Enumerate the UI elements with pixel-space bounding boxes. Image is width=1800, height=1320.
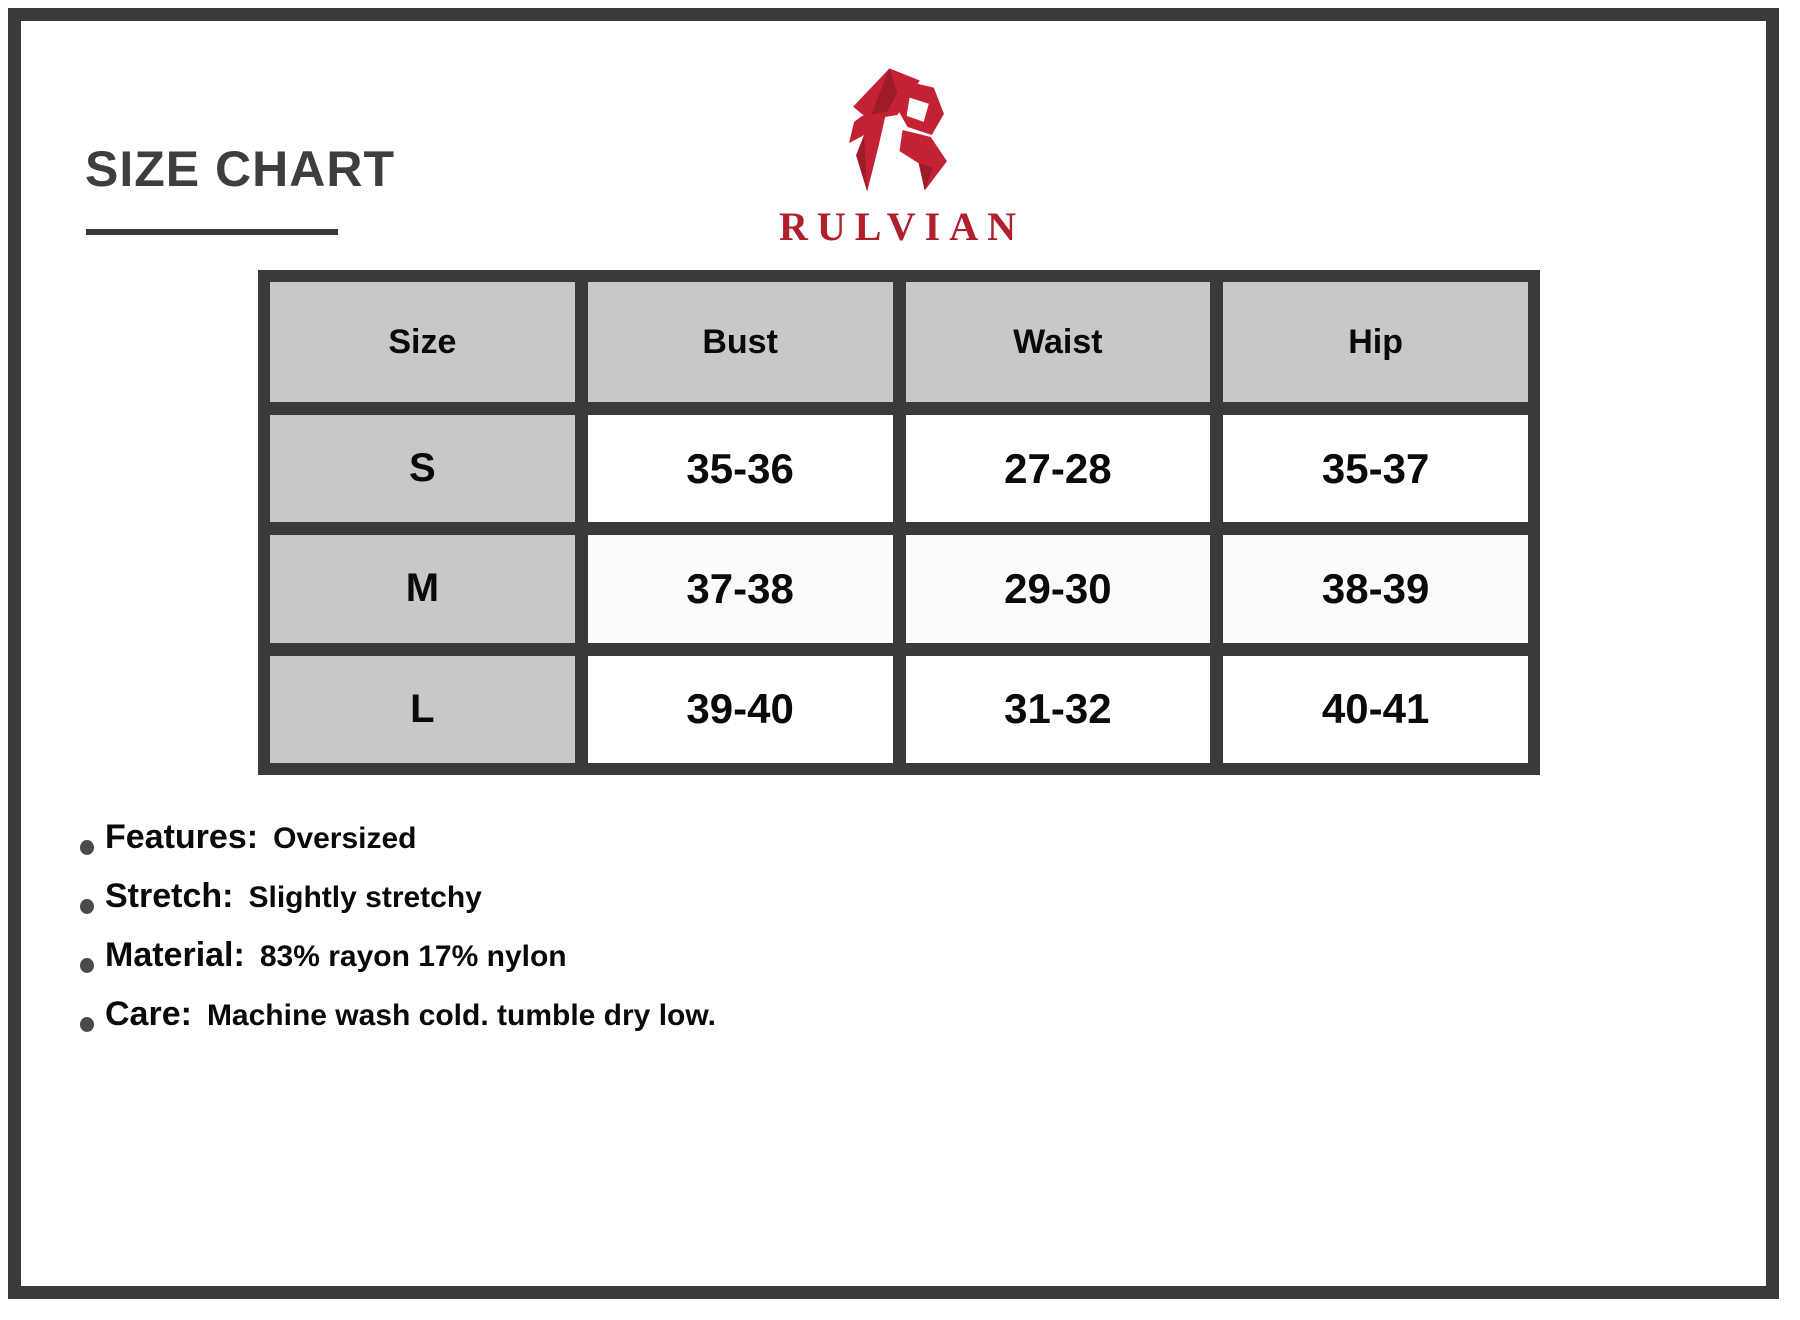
detail-label-features: Features: <box>105 818 259 856</box>
list-item <box>80 995 1380 1054</box>
cell-s-waist: 27-28 <box>906 415 1211 522</box>
list-item <box>80 877 1380 936</box>
row-label-m: M <box>270 535 575 642</box>
detail-value-care: Machine wash cold. tumble dry low. <box>206 999 716 1032</box>
brand-logo-icon <box>845 64 951 200</box>
product-details-list <box>80 818 1380 1054</box>
row-label-s: S <box>270 415 575 522</box>
cell-l-hip: 40-41 <box>1223 656 1528 763</box>
detail-label-stretch: Stretch: <box>105 877 234 915</box>
cell-m-hip: 38-39 <box>1223 535 1528 642</box>
page-title: SIZE CHART <box>85 141 395 197</box>
row-label-l: L <box>270 656 575 763</box>
cell-s-bust: 35-36 <box>588 415 893 522</box>
brand-wordmark: RULVIAN <box>778 204 1025 249</box>
detail-label-care: Care: <box>105 995 192 1033</box>
detail-value-stretch: Slightly stretchy <box>248 881 482 914</box>
detail-label-material: Material: <box>105 936 245 974</box>
column-header-waist: Waist <box>906 282 1211 402</box>
bullet-icon <box>80 1017 94 1032</box>
list-item <box>80 818 1380 877</box>
bullet-icon <box>80 899 94 914</box>
cell-s-hip: 35-37 <box>1223 415 1528 522</box>
size-chart-table <box>258 270 1540 775</box>
column-header-hip: Hip <box>1223 282 1528 402</box>
cell-m-bust: 37-38 <box>588 535 893 642</box>
column-header-bust: Bust <box>588 282 893 402</box>
column-header-size: Size <box>270 282 575 402</box>
title-underline <box>86 229 338 235</box>
detail-value-features: Oversized <box>273 822 417 855</box>
detail-value-material: 83% rayon 17% nylon <box>259 940 567 973</box>
bullet-icon <box>80 840 94 855</box>
cell-m-waist: 29-30 <box>906 535 1211 642</box>
bullet-icon <box>80 958 94 973</box>
cell-l-bust: 39-40 <box>588 656 893 763</box>
cell-l-waist: 31-32 <box>906 656 1211 763</box>
list-item <box>80 936 1380 995</box>
